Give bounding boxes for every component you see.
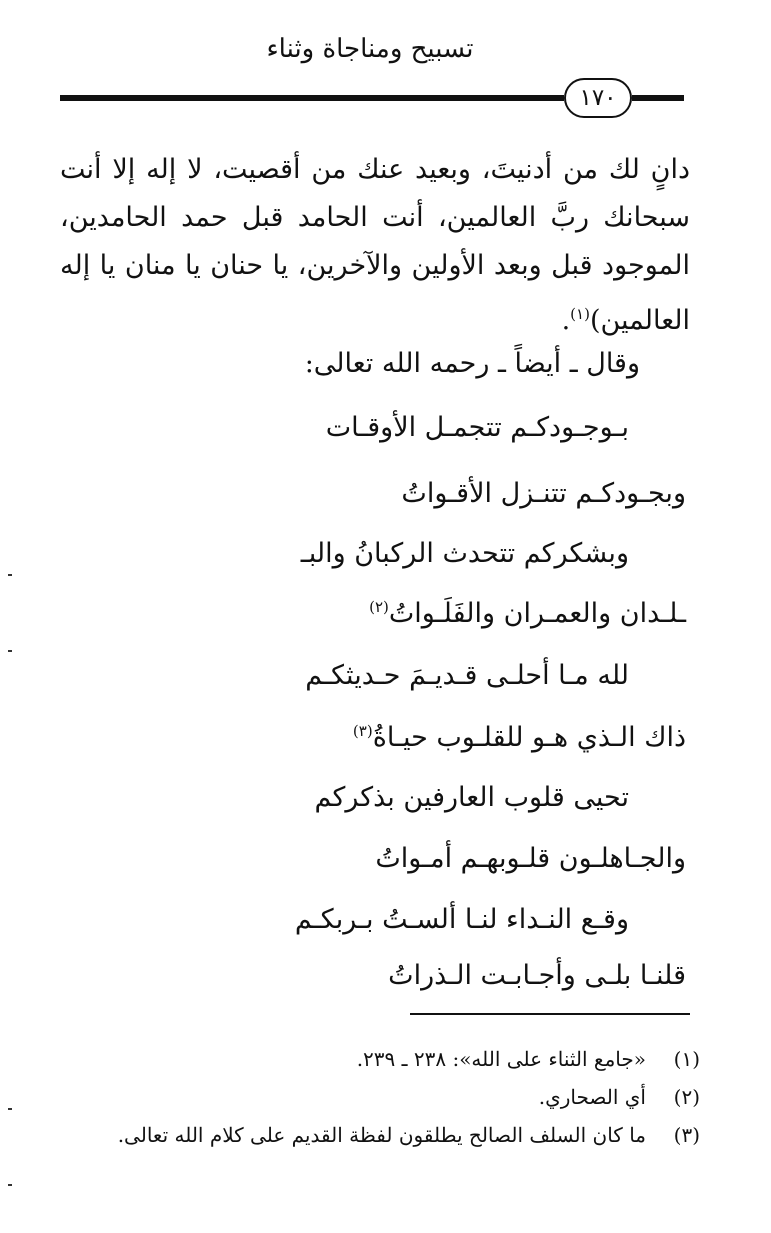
running-title: تسبيح ومناجاة وثناء: [266, 34, 474, 64]
poem-line: [315, 782, 629, 813]
footnote: [60, 1040, 700, 1078]
footnote-number: (٢): [673, 1085, 700, 1109]
poem-line: [353, 722, 686, 753]
poem-line: [388, 960, 686, 991]
header-rule-short: [632, 95, 684, 101]
footnote-ref: (١): [570, 305, 590, 323]
footnote-number: (٣): [673, 1123, 700, 1147]
prose-paragraph: [60, 146, 690, 345]
footnote-separator: [410, 1013, 690, 1015]
footnote: [60, 1116, 700, 1154]
footnote-ref: (٣): [352, 722, 373, 740]
verse-text: قلنـا بلـى وأجـابـت الـذراتُ: [388, 960, 686, 991]
verse-text: بـوجـودكـم تتجمـل الأوقـات: [325, 412, 629, 443]
verse-text: ـلـدان والعمـران والفَلَـواتُ: [388, 598, 686, 629]
verse-text: وبجـودكـم تتنـزل الأقـواتُ: [401, 478, 686, 509]
scan-mark: [8, 650, 12, 652]
footnote-text: أي الصحاري.: [538, 1085, 646, 1109]
poem-line: [369, 598, 686, 629]
poem-line: [301, 538, 629, 569]
paragraph-end-mark: .: [561, 305, 571, 336]
paragraph-line-last: [60, 290, 690, 345]
poem-line: [375, 843, 686, 874]
page-number: ١٧٠: [564, 78, 632, 118]
footnote: [60, 1078, 700, 1116]
scan-mark: [8, 1184, 12, 1186]
footnotes: [60, 1040, 700, 1154]
footnote-text: «جامع الثناء على الله»: ٢٣٨ ـ ٢٣٩.: [356, 1047, 646, 1071]
paragraph-line: الموجود قبل وبعد الأولين والآخرين، يا حنان يا منان يا إله: [60, 250, 690, 281]
verse-text: ذاك الـذي هـو للقلـوب حيـاةُ: [372, 722, 686, 753]
verse-text: لله مـا أحلـى قـديـمَ حـديثكـم: [305, 660, 629, 691]
header-rule-long: [60, 95, 564, 101]
poem-intro: وقال ـ أيضاً ـ رحمه الله تعالى:: [304, 348, 640, 379]
verse-text: تحيى قلوب العارفين بذكركم: [314, 782, 629, 813]
footnote-number: (١): [673, 1047, 700, 1071]
poem-line: [305, 660, 629, 691]
paragraph-line: دانٍ لك من أدنيتَ، وبعيد عنك من أقصيت، لا إله إلا أنت: [60, 154, 690, 185]
paragraph-line: العالمين): [589, 305, 690, 336]
verse-text: والجـاهلـون قلـوبهـم أمـواتُ: [375, 843, 686, 874]
footnote-text: ما كان السلف الصالح يطلقون لفظة القديم على كلام الله تعالى.: [117, 1123, 646, 1147]
poem-line: [295, 904, 629, 935]
verse-text: وبشكركم تتحدث الركبانُ والبـ: [300, 538, 629, 569]
scan-mark: [8, 574, 12, 576]
poem-line: [401, 478, 686, 509]
poem-line: [326, 412, 629, 443]
verse-text: وقـع النـداء لنـا ألسـتُ بـربكـم: [294, 904, 629, 935]
scan-mark: [8, 1108, 12, 1110]
paragraph-line: سبحانك ربَّ العالمين، أنت الحامد قبل حمد الحامدين،: [60, 202, 690, 233]
footnote-ref: (٢): [369, 598, 389, 616]
